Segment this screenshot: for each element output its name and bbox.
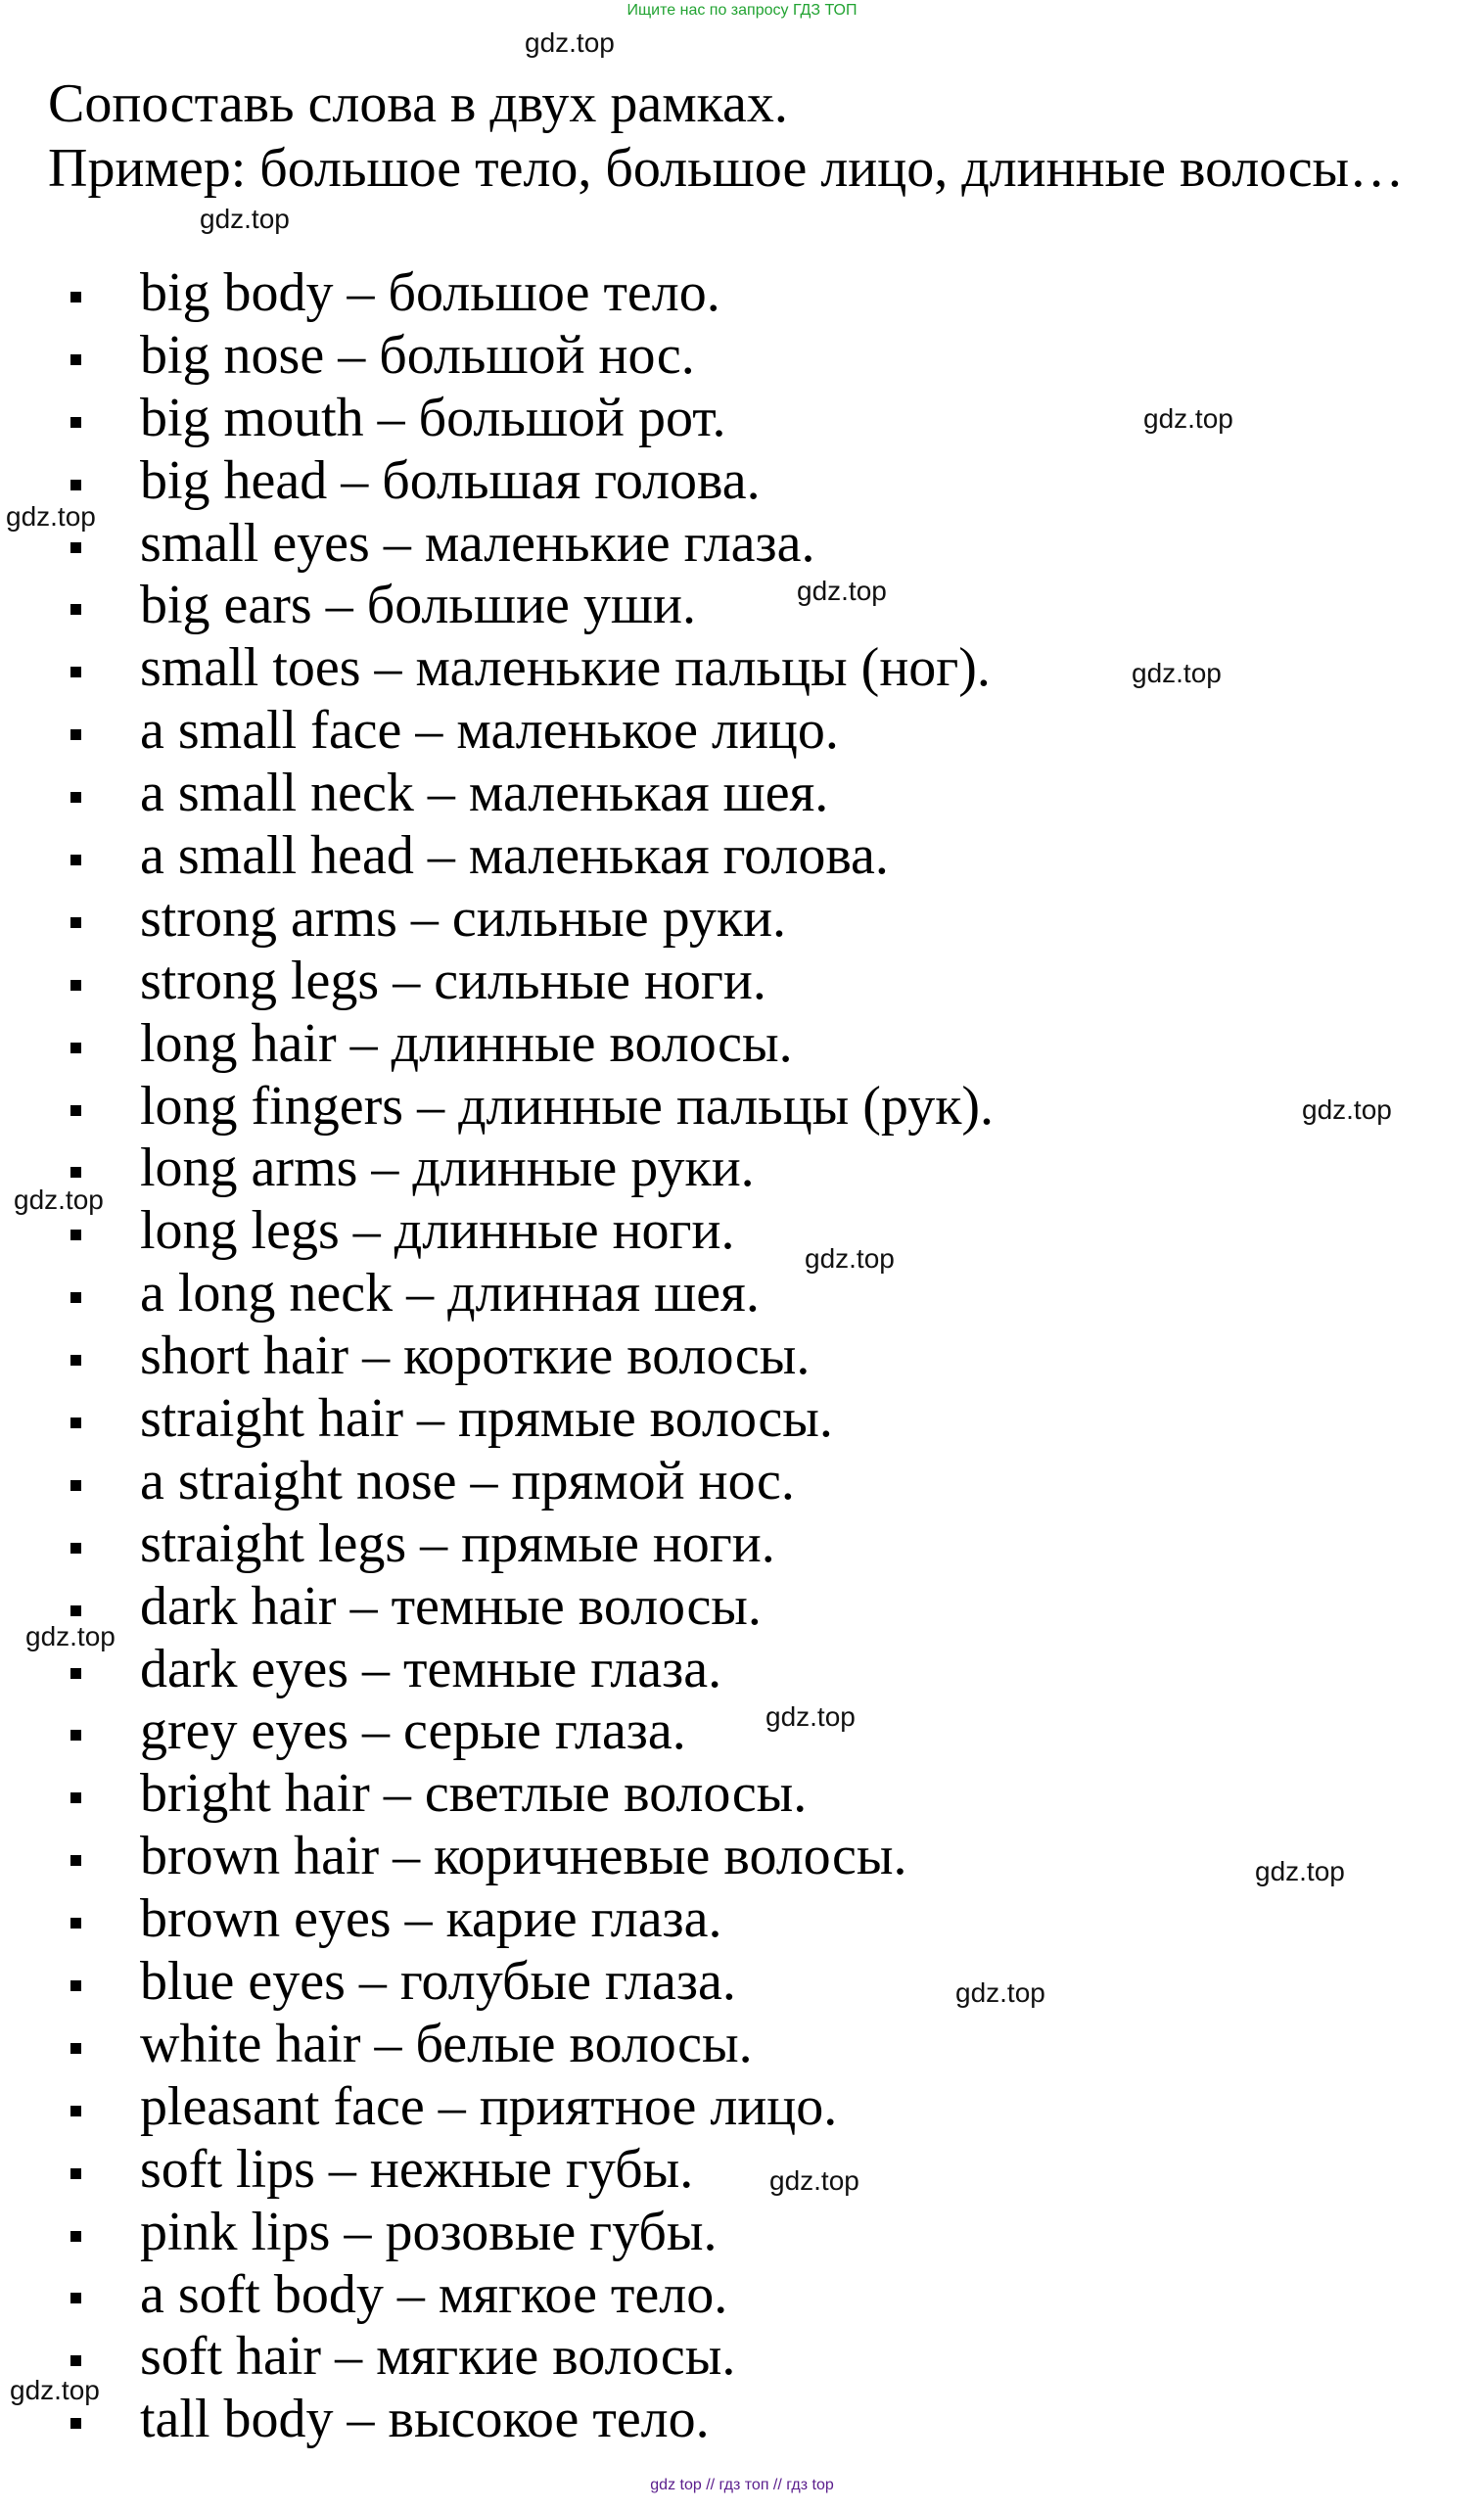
- list-item-text: blue eyes – голубые глаза.: [140, 1951, 736, 2013]
- list-item-text: big head – большая голова.: [140, 449, 761, 511]
- watermark: gdz.top: [200, 204, 290, 234]
- bullet-icon: [70, 2355, 81, 2366]
- list-item-text: soft hair – мягкие волосы.: [140, 2326, 736, 2388]
- list-item-text: tall body – высокое тело.: [140, 2389, 710, 2450]
- footer-watermark: gdz top // гдз топ // гдз top: [650, 2477, 834, 2493]
- watermark: gdz.top: [525, 27, 615, 58]
- list-item-text: big nose – большой нос.: [140, 324, 695, 386]
- watermark: gdz.top: [10, 2375, 100, 2405]
- list-item-text: straight legs – прямые ноги.: [140, 1512, 775, 1574]
- bullet-icon: [70, 1980, 81, 1991]
- top-banner: Ищите нас по запросу ГДЗ ТОП: [626, 2, 858, 19]
- list-item-text: big body – большое тело.: [140, 262, 720, 323]
- bullet-icon: [70, 604, 81, 615]
- watermark: gdz.top: [1132, 658, 1222, 688]
- bullet-icon: [70, 292, 81, 302]
- bullet-icon: [70, 542, 81, 553]
- watermark: gdz.top: [805, 1243, 895, 1274]
- watermark: gdz.top: [955, 1977, 1045, 2008]
- list-item-text: strong legs – сильные ноги.: [140, 950, 766, 1011]
- list-item-text: dark eyes – темные глаза.: [140, 1638, 722, 1699]
- list-item-text: small eyes – маленькие глаза.: [140, 512, 815, 574]
- list-item-text: long arms – длинные руки.: [140, 1138, 755, 1199]
- bullet-icon: [70, 1355, 81, 1366]
- watermark: gdz.top: [797, 576, 887, 606]
- bullet-icon: [70, 2168, 81, 2179]
- list-item-text: brown hair – коричневые волосы.: [140, 1826, 907, 1887]
- list-item-text: a small head – маленькая голова.: [140, 825, 889, 887]
- list-item-text: big mouth – большой рот.: [140, 387, 726, 448]
- list-item-text: white hair – белые волосы.: [140, 2013, 753, 2074]
- bullet-icon: [70, 1043, 81, 1053]
- bullet-icon: [70, 1543, 81, 1554]
- bullet-icon: [70, 855, 81, 865]
- list-item-text: a straight nose – прямой нос.: [140, 1450, 795, 1511]
- bullet-icon: [70, 1167, 81, 1178]
- list-item-text: a long neck – длинная шея.: [140, 1263, 760, 1325]
- watermark: gdz.top: [1302, 1094, 1392, 1125]
- bullet-icon: [70, 1918, 81, 1929]
- list-item-text: pink lips – розовые губы.: [140, 2201, 718, 2262]
- list-item-text: dark hair – темные волосы.: [140, 1575, 762, 1637]
- watermark: gdz.top: [25, 1621, 116, 1651]
- list-item-text: big ears – большие уши.: [140, 575, 696, 636]
- task-example: Пример: большое тело, большое лицо, длинные волосы…: [48, 138, 1405, 199]
- list-item-text: a small face – маленькое лицо.: [140, 700, 839, 762]
- bullet-icon: [70, 1105, 81, 1116]
- bullet-icon: [70, 980, 81, 991]
- bullet-icon: [70, 417, 81, 428]
- bullet-icon: [70, 2043, 81, 2054]
- bullet-icon: [70, 1730, 81, 1741]
- watermark: gdz.top: [765, 1701, 856, 1732]
- list-item-text: small toes – маленькие пальцы (ног).: [140, 637, 991, 699]
- bullet-icon: [70, 729, 81, 740]
- bullet-icon: [70, 1605, 81, 1616]
- bullet-icon: [70, 480, 81, 490]
- bullet-icon: [70, 2106, 81, 2116]
- list-item-text: grey eyes – серые глаза.: [140, 1700, 686, 1762]
- bullet-icon: [70, 2231, 81, 2242]
- watermark: gdz.top: [769, 2165, 859, 2196]
- bullet-icon: [70, 1480, 81, 1491]
- bullet-icon: [70, 1668, 81, 1679]
- bullet-icon: [70, 1418, 81, 1428]
- list-item-text: short hair – короткие волосы.: [140, 1325, 811, 1387]
- watermark: gdz.top: [1143, 403, 1233, 434]
- bullet-icon: [70, 917, 81, 928]
- list-item-text: straight hair – прямые волосы.: [140, 1388, 833, 1450]
- bullet-icon: [70, 1230, 81, 1240]
- list-item-text: strong arms – сильные руки.: [140, 887, 787, 949]
- task-instruction: Сопоставь слова в двух рамках.: [48, 73, 788, 134]
- watermark: gdz.top: [14, 1185, 104, 1215]
- bullet-icon: [70, 1855, 81, 1866]
- list-item-text: a small neck – маленькая шея.: [140, 763, 829, 824]
- list-item-text: long hair – длинные волосы.: [140, 1012, 793, 1074]
- bullet-icon: [70, 2293, 81, 2303]
- list-item-text: long fingers – длинные пальцы (рук).: [140, 1075, 995, 1137]
- bullet-icon: [70, 354, 81, 365]
- list-item-text: soft lips – нежные губы.: [140, 2138, 694, 2200]
- bullet-icon: [70, 1792, 81, 1803]
- list-item-text: bright hair – светлые волосы.: [140, 1763, 808, 1825]
- watermark: gdz.top: [6, 501, 96, 532]
- list-item-text: pleasant face – приятное лицо.: [140, 2075, 838, 2137]
- list-item-text: brown eyes – карие глаза.: [140, 1888, 722, 1950]
- bullet-icon: [70, 1292, 81, 1303]
- bullet-icon: [70, 2418, 81, 2429]
- bullet-icon: [70, 667, 81, 677]
- list-item-text: long legs – длинные ноги.: [140, 1200, 735, 1262]
- watermark: gdz.top: [1255, 1856, 1345, 1886]
- list-item-text: a soft body – мягкое тело.: [140, 2263, 728, 2325]
- bullet-icon: [70, 792, 81, 803]
